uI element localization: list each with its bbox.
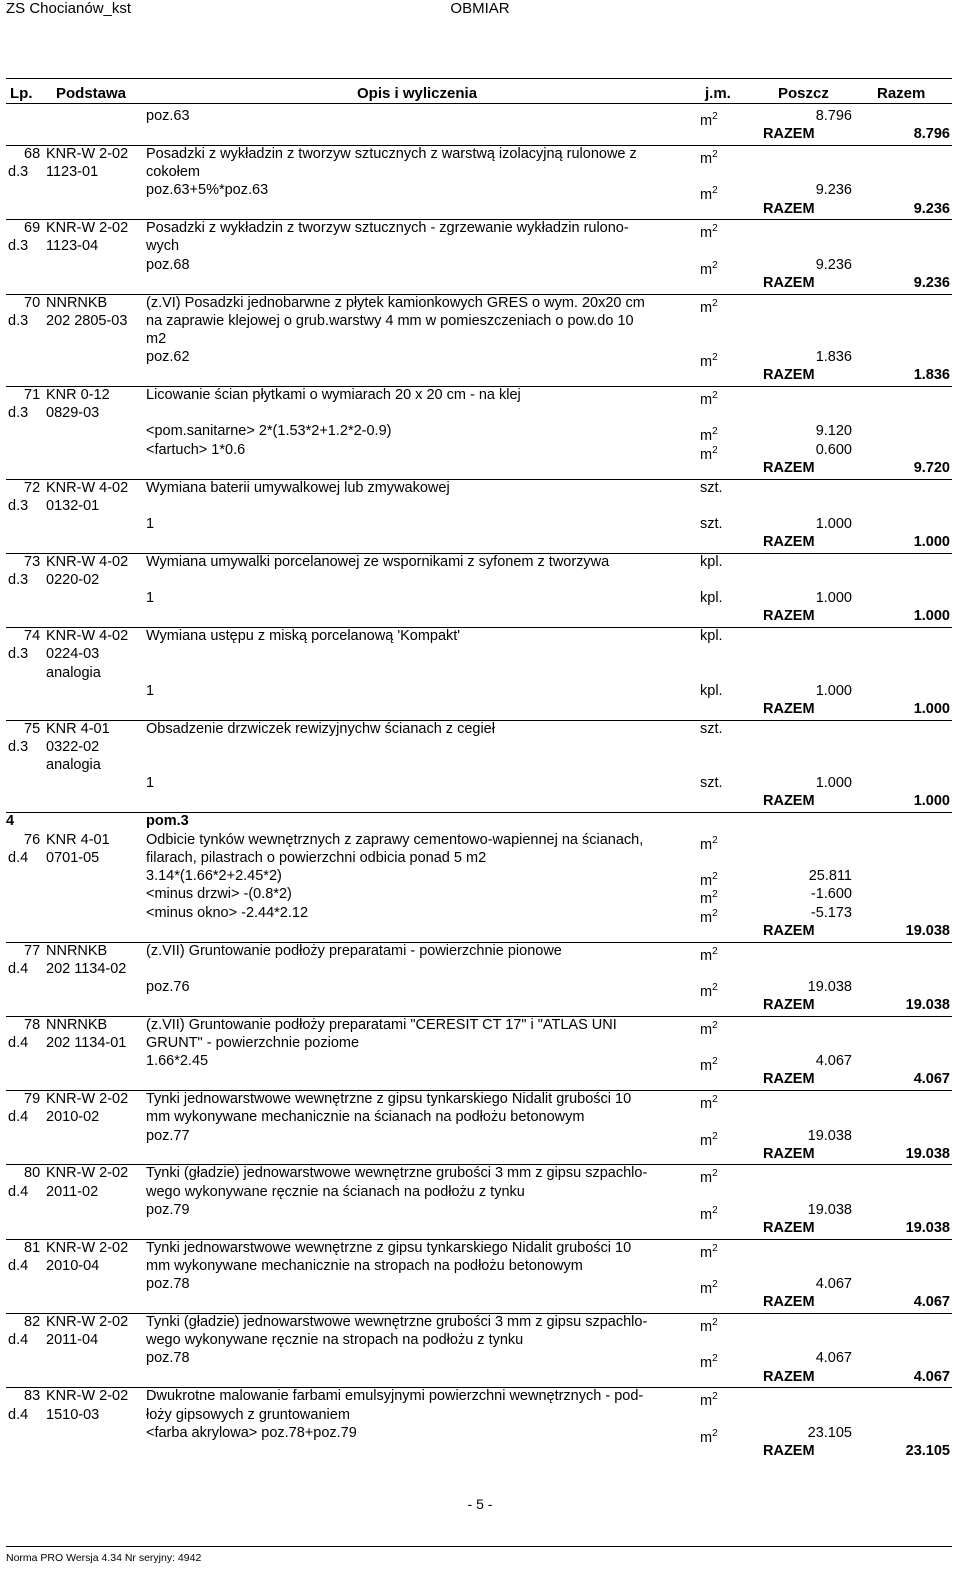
unit-base: m	[700, 1319, 713, 1335]
unit	[700, 1017, 718, 1039]
column-header-opis: Opis i wyliczenia	[357, 85, 478, 102]
unit	[700, 442, 718, 464]
unit-exponent: 2	[712, 1427, 718, 1439]
unit-exponent: 2	[712, 871, 718, 883]
unit-exponent: 2	[712, 834, 718, 846]
razem-label: RAZEM	[763, 1368, 815, 1385]
item-description: Posadzki z wykładzin z tworzyw sztucznych - zgrzewanie wykładzin rulono-	[146, 220, 629, 237]
razem-value: 4.067	[913, 1071, 950, 1088]
unit-base: m	[700, 1393, 713, 1410]
poszcz-value: 1.000	[815, 775, 852, 792]
calc-line: poz.62	[146, 349, 190, 366]
unit-exponent: 2	[712, 259, 718, 271]
item-number: 81	[24, 1239, 41, 1256]
item-description: filarach, pilastrach o powierzchni odbicia ponad 5 m2	[146, 850, 487, 866]
unit-base: m	[700, 1096, 713, 1113]
calc-line: <minus okno> -2.44*2.12	[146, 904, 309, 921]
unit-base: m	[700, 983, 713, 1000]
item-description: wego wykonywane ręcznie na stropach na podłożu z tynku	[146, 1332, 524, 1349]
unit-base: m	[700, 187, 713, 204]
norm-base: KNR-W 4-02	[46, 553, 129, 570]
unit-base: m	[700, 836, 713, 853]
razem-label: RAZEM	[763, 367, 815, 384]
item-description: mm wykonywane mechanicznie na ścianach na podłożu betonowym	[146, 1109, 585, 1126]
unit-base: m	[700, 428, 713, 445]
column-header-poszcz: Poszcz	[778, 85, 829, 102]
unit: kpl.	[700, 553, 723, 570]
razem-value: 9.236	[913, 200, 950, 217]
norm-base: NNRNKB	[46, 942, 108, 959]
footer-separator	[6, 1546, 952, 1547]
razem-label: RAZEM	[763, 274, 815, 291]
unit-base: m	[700, 1021, 713, 1038]
item-description: (z.VI) Posadzki jednobarwne z płytek kamionkowych GRES o wym. 20x20 cm	[146, 294, 645, 311]
item-number: 78	[24, 1016, 41, 1033]
calc-line: poz.63	[146, 108, 190, 124]
item-description: m2	[146, 330, 167, 347]
unit: szt.	[700, 775, 723, 792]
item-description: na zaprawie klejowej o grub.warstwy 4 mm w pomieszczeniach o pow.do 10	[146, 312, 634, 329]
unit-exponent: 2	[712, 352, 718, 364]
unit: szt.	[700, 515, 723, 532]
unit-base: m	[700, 446, 713, 463]
norm-code: 0701-05	[46, 850, 100, 866]
poszcz-value: 9.236	[815, 182, 852, 199]
razem-value: 19.038	[905, 922, 950, 939]
razem-value: 1.000	[913, 534, 950, 551]
norm-code: 0132-01	[46, 497, 100, 514]
unit-exponent: 2	[712, 1317, 718, 1328]
poszcz-value: 19.038	[807, 978, 852, 995]
column-header-razem: Razem	[877, 85, 926, 102]
unit-exponent: 2	[712, 426, 718, 438]
poszcz-value: 4.067	[815, 1350, 852, 1367]
poszcz-value: 0.600	[815, 441, 852, 458]
calc-line: 1.66*2.45	[146, 1053, 209, 1070]
norm-code: 0224-03	[46, 646, 100, 663]
unit-base: m	[700, 1058, 713, 1075]
razem-value: 1.000	[913, 608, 950, 625]
unit-exponent: 2	[712, 1279, 718, 1291]
razem-label: RAZEM	[763, 1220, 815, 1236]
document-type-title: OBMIAR	[450, 0, 510, 17]
norm-code: 2010-02	[46, 1109, 100, 1126]
item-section: d.3	[8, 646, 29, 663]
calc-line: poz.79	[146, 1201, 190, 1218]
unit-base: m	[700, 354, 713, 371]
poszcz-value: 25.811	[808, 868, 852, 885]
unit	[700, 1202, 718, 1224]
norm-base: NNRNKB	[46, 294, 108, 311]
column-header-jm: j.m.	[705, 85, 731, 102]
norm-code: 2011-04	[46, 1332, 99, 1349]
norm-note: analogia	[46, 664, 101, 681]
item-description: Odbicie tynków wewnętrznych z zaprawy cementowo-wapiennej na ścianach,	[146, 831, 644, 848]
unit	[700, 349, 718, 371]
unit-exponent: 2	[712, 981, 718, 993]
razem-value: 4.067	[913, 1368, 950, 1385]
unit-base: m	[700, 1206, 713, 1223]
item-number: 79	[24, 1091, 41, 1108]
unit-base: m	[700, 1170, 713, 1187]
unit	[700, 1053, 718, 1075]
item-description: Tynki (gładzie) jednowarstwowe wewnętrzne grubości 3 mm z gipsu szpachlo-	[146, 1165, 648, 1182]
item-section: d.3	[8, 405, 29, 422]
norm-base: KNR-W 4-02	[46, 628, 129, 645]
razem-label: RAZEM	[763, 922, 815, 939]
item-section: d.3	[8, 497, 29, 514]
unit-exponent: 2	[712, 297, 718, 309]
unit-base: m	[700, 113, 713, 129]
norm-base: KNR-W 2-02	[46, 220, 129, 237]
section-number: 4	[6, 813, 15, 830]
poszcz-value: 19.038	[807, 1201, 852, 1218]
norm-code: 0220-02	[46, 572, 100, 588]
poszcz-value: -5.173	[810, 904, 852, 921]
item-description: cokołem	[146, 164, 200, 181]
unit	[700, 1388, 718, 1410]
unit-base: m	[700, 909, 713, 926]
norm-base: KNR-W 2-02	[46, 1165, 129, 1182]
item-description: Tynki jednowarstwowe wewnętrzne z gipsu tynkarskiego Nidalit grubości 10	[146, 1091, 632, 1108]
section-title: pom.3	[146, 813, 189, 830]
unit	[700, 1165, 718, 1187]
unit	[700, 1314, 718, 1336]
razem-label: RAZEM	[763, 1294, 815, 1311]
razem-value: 9.236	[913, 274, 950, 291]
item-description: Wymiana umywalki porcelanowej ze wspornikami z syfonem z tworzywa	[146, 553, 610, 570]
item-section: d.4	[8, 1183, 29, 1200]
calc-line: 3.14*(1.66*2+2.45*2)	[146, 868, 282, 885]
item-section: d.3	[8, 312, 29, 329]
calc-line: 1	[146, 590, 155, 607]
column-header-podstawa: Podstawa	[56, 85, 127, 102]
unit	[700, 1240, 718, 1262]
razem-value: 1.000	[913, 700, 950, 717]
poszcz-value: 4.067	[815, 1053, 852, 1070]
unit-exponent: 2	[712, 444, 718, 456]
item-section: d.4	[8, 1109, 29, 1126]
item-description: wego wykonywane ręcznie na ścianach na podłożu z tynku	[146, 1183, 525, 1200]
item-section: d.3	[8, 238, 29, 255]
unit	[700, 943, 718, 965]
unit-base: m	[700, 947, 713, 964]
norm-base: KNR-W 4-02	[46, 479, 129, 496]
razem-value: 9.720	[913, 459, 950, 476]
item-section: d.4	[8, 1257, 29, 1274]
item-section: d.4	[8, 1406, 29, 1423]
unit	[700, 146, 718, 168]
item-number: 74	[24, 628, 41, 645]
item-number: 70	[24, 294, 41, 311]
unit-base: m	[700, 1132, 713, 1149]
razem-label: RAZEM	[763, 534, 815, 551]
unit	[700, 387, 718, 409]
razem-label: RAZEM	[763, 459, 815, 476]
unit-exponent: 2	[712, 1353, 718, 1365]
razem-label: RAZEM	[763, 608, 815, 625]
unit	[700, 1425, 718, 1447]
norm-base: KNR-W 2-02	[46, 1314, 129, 1330]
razem-value: 8.796	[913, 126, 950, 143]
unit	[700, 257, 718, 279]
unit	[700, 1091, 718, 1113]
unit: kpl.	[700, 590, 723, 607]
norm-base: KNR 0-12	[46, 387, 110, 403]
razem-label: RAZEM	[763, 200, 815, 217]
unit	[700, 220, 718, 242]
norm-base: KNR-W 2-02	[46, 145, 129, 162]
item-description: Wymiana baterii umywalkowej lub zmywakowej	[146, 479, 450, 496]
norm-code: 1510-03	[46, 1406, 100, 1423]
poszcz-value: 1.000	[815, 515, 852, 532]
norm-code: 0829-03	[46, 405, 100, 422]
razem-label: RAZEM	[763, 700, 815, 717]
calc-line: 1	[146, 682, 155, 699]
unit-exponent: 2	[712, 1056, 718, 1068]
calc-line: poz.78	[146, 1350, 190, 1367]
poszcz-value: 8.796	[815, 108, 852, 124]
unit-base: m	[700, 891, 713, 908]
item-description: Licowanie ścian płytkami o wymiarach 20 x 20 cm - na klej	[146, 387, 521, 403]
unit	[700, 1350, 718, 1372]
unit-exponent: 2	[712, 185, 718, 197]
razem-value: 19.038	[905, 1220, 950, 1236]
item-number: 83	[24, 1388, 41, 1405]
calc-line: <pom.sanitarne> 2*(1.53*2+1.2*2-0.9)	[146, 423, 392, 440]
unit-exponent: 2	[712, 1094, 718, 1106]
unit-base: m	[700, 1355, 713, 1372]
item-number: 80	[24, 1165, 41, 1182]
unit-base: m	[700, 261, 713, 278]
razem-value: 19.038	[905, 997, 950, 1014]
poszcz-value: 1.836	[815, 349, 852, 366]
norm-code: 1123-01	[46, 164, 99, 181]
unit-base: m	[700, 392, 713, 408]
unit	[700, 905, 718, 927]
unit	[700, 295, 718, 317]
razem-value: 23.105	[905, 1442, 950, 1459]
calc-line: <farba akrylowa> poz.78+poz.79	[146, 1424, 357, 1441]
unit-base: m	[700, 1244, 713, 1261]
poszcz-value: 1.000	[815, 590, 852, 607]
razem-value: 19.038	[905, 1145, 950, 1162]
item-number: 68	[24, 145, 41, 162]
unit: kpl.	[700, 682, 723, 699]
header-bottom-border	[6, 103, 952, 104]
norm-base: NNRNKB	[46, 1016, 108, 1033]
razem-label: RAZEM	[763, 1442, 815, 1459]
unit-base: m	[700, 150, 713, 167]
unit	[700, 108, 718, 130]
norm-code: 2011-02	[46, 1183, 99, 1200]
unit-exponent: 2	[712, 148, 718, 160]
item-description: Posadzki z wykładzin z tworzyw sztucznych z warstwą izolacyjną rulonowe z	[146, 145, 637, 162]
poszcz-value: 4.067	[815, 1276, 852, 1293]
unit-exponent: 2	[712, 223, 718, 235]
unit: szt.	[700, 479, 723, 496]
razem-label: RAZEM	[763, 126, 815, 143]
norm-note: analogia	[46, 757, 101, 773]
item-description: Wymiana ustępu z miską porcelanową 'Kompakt'	[146, 628, 461, 645]
norm-code: 202 2805-03	[46, 312, 128, 329]
unit-exponent: 2	[712, 390, 718, 401]
poszcz-value: 23.105	[807, 1424, 852, 1441]
table-top-border	[6, 78, 952, 79]
razem-value: 1.836	[913, 367, 950, 384]
calc-line: <minus drzwi> -(0.8*2)	[146, 886, 292, 903]
item-section: d.4	[8, 1332, 29, 1349]
unit	[700, 979, 718, 1001]
norm-base: KNR-W 2-02	[46, 1388, 129, 1405]
item-section: d.4	[8, 1035, 29, 1051]
item-description: łoży gipsowych z gruntowaniem	[146, 1406, 350, 1423]
item-section: d.4	[8, 850, 29, 866]
unit-base: m	[700, 225, 713, 242]
unit-exponent: 2	[712, 1242, 718, 1254]
unit-exponent: 2	[712, 1204, 718, 1216]
calc-line: poz.78	[146, 1276, 190, 1293]
item-number: 77	[24, 942, 41, 959]
unit-exponent: 2	[712, 1130, 718, 1142]
item-number: 75	[24, 720, 41, 737]
unit-exponent: 2	[712, 1019, 718, 1031]
norm-base: KNR-W 2-02	[46, 1091, 129, 1108]
norm-code: 202 1134-02	[46, 960, 127, 977]
unit: szt.	[700, 720, 723, 737]
razem-label: RAZEM	[763, 997, 815, 1014]
poszcz-value: -1.600	[810, 886, 852, 903]
unit	[700, 832, 718, 854]
norm-code: 1123-04	[46, 238, 99, 255]
razem-value: 1.000	[913, 793, 950, 810]
unit-exponent: 2	[712, 111, 718, 122]
unit-exponent: 2	[712, 907, 718, 919]
calc-line: poz.77	[146, 1127, 190, 1144]
item-section: d.3	[8, 572, 29, 588]
footer-software-info: Norma PRO Wersja 4.34 Nr seryjny: 4942	[6, 1552, 202, 1564]
unit	[700, 1128, 718, 1150]
calc-line: <fartuch> 1*0.6	[146, 441, 246, 458]
razem-label: RAZEM	[763, 1071, 815, 1088]
calc-line: poz.63+5%*poz.63	[146, 182, 269, 199]
unit-exponent: 2	[712, 945, 718, 957]
item-section: d.4	[8, 960, 29, 977]
poszcz-value: 19.038	[807, 1127, 852, 1144]
norm-base: KNR-W 2-02	[46, 1239, 129, 1256]
item-number: 73	[24, 553, 41, 570]
page-number: - 5 -	[467, 1496, 493, 1512]
razem-label: RAZEM	[763, 1145, 815, 1162]
item-description: wych	[146, 238, 180, 255]
norm-code: 202 1134-01	[46, 1035, 127, 1051]
unit-exponent: 2	[712, 889, 718, 901]
item-number: 69	[24, 220, 41, 237]
item-description: GRUNT" - powierzchnie poziome	[146, 1035, 360, 1051]
item-number: 76	[24, 831, 41, 848]
unit-base: m	[700, 299, 713, 316]
norm-code: 0322-02	[46, 738, 100, 755]
calc-line: poz.68	[146, 256, 190, 273]
razem-label: RAZEM	[763, 793, 815, 810]
norm-base: KNR 4-01	[46, 831, 110, 848]
norm-base: KNR 4-01	[46, 720, 110, 737]
unit	[700, 1276, 718, 1298]
item-description: Tynki (gładzie) jednowarstwowe wewnętrzne grubości 3 mm z gipsu szpachlo-	[146, 1314, 648, 1330]
item-description: Obsadzenie drzwiczek rewizyjnychw ścianach z cegieł	[146, 720, 495, 737]
unit-base: m	[700, 1429, 713, 1446]
unit	[700, 182, 718, 204]
item-number: 72	[24, 479, 41, 496]
calc-line: 1	[146, 775, 155, 792]
item-section: d.3	[8, 738, 29, 755]
document-name: ZS Chocianów_kst	[6, 0, 132, 17]
unit-base: m	[700, 873, 713, 890]
calc-line: 1	[146, 515, 155, 532]
norm-code: 2010-04	[46, 1257, 100, 1274]
razem-value: 4.067	[913, 1294, 950, 1311]
column-header-lp: Lp.	[10, 85, 33, 102]
item-description: Dwukrotne malowanie farbami emulsyjnymi powierzchni wewnętrznych - pod-	[146, 1388, 644, 1405]
item-description: mm wykonywane mechanicznie na stropach na podłożu betonowym	[146, 1257, 583, 1274]
item-description: (z.VII) Gruntowanie podłoży preparatami "CERESIT CT 17" i "ATLAS UNI	[146, 1016, 617, 1033]
item-number: 82	[24, 1314, 41, 1330]
poszcz-value: 9.236	[815, 256, 852, 273]
unit-base: m	[700, 1281, 713, 1298]
unit-exponent: 2	[712, 1391, 718, 1403]
unit-exponent: 2	[712, 1168, 718, 1180]
calc-line: poz.76	[146, 978, 190, 995]
item-description: (z.VII) Gruntowanie podłoży preparatami - powierzchnie pionowe	[146, 942, 562, 959]
item-number: 71	[24, 387, 41, 403]
unit: kpl.	[700, 628, 723, 645]
poszcz-value: 9.120	[815, 423, 852, 440]
item-section: d.3	[8, 164, 29, 181]
poszcz-value: 1.000	[815, 682, 852, 699]
item-description: Tynki jednowarstwowe wewnętrzne z gipsu tynkarskiego Nidalit grubości 10	[146, 1239, 632, 1256]
